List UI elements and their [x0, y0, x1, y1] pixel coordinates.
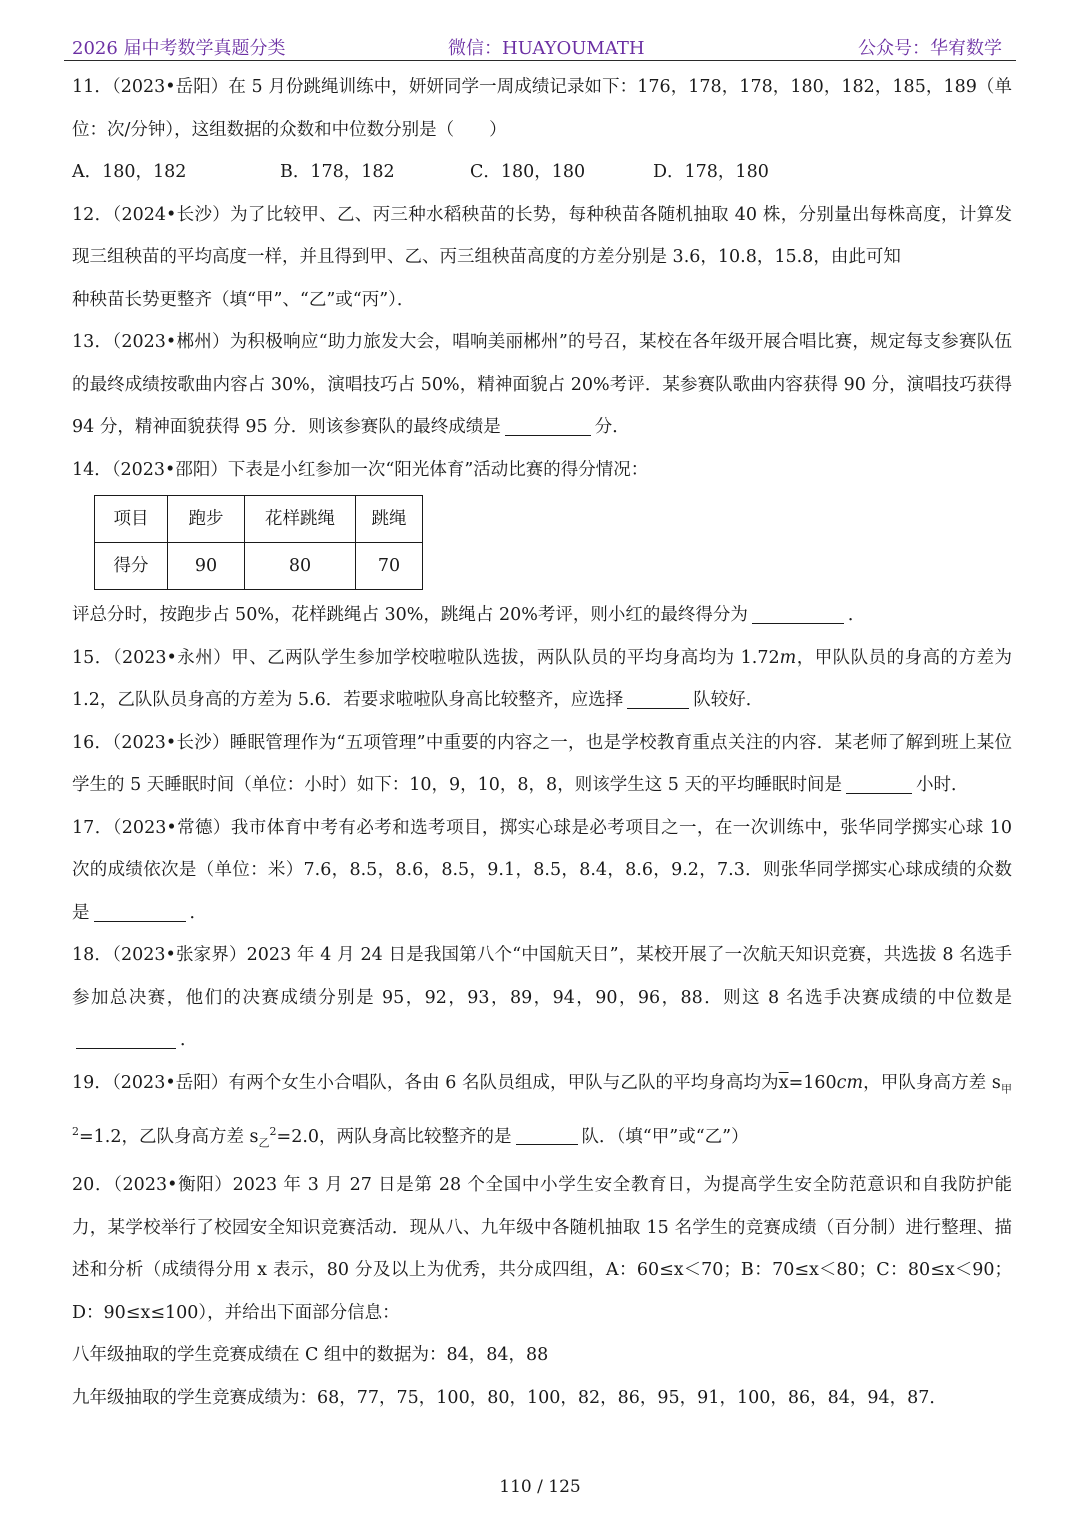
table-row	[95, 543, 423, 590]
question-11-options	[72, 151, 1012, 194]
answer-blank	[76, 1026, 176, 1049]
question-20-grade9: 九年级抽取的学生竞赛成绩为：68，77，75，100，80，100，82，86，95，91，100，86，84，94，87．	[72, 1387, 947, 1408]
table-cell: 得分	[95, 543, 168, 590]
question-20: 20．（2023•衡阳）2023 年 3 月 27 日是第 28 个全国中小学生安全教育日，为提高学生安全防范意识和自我防护能力，某学校举行了校园安全知识竞赛活动．现从八、九年级中各随机抽取 15 名学生的竞赛成绩（百分制）进行整理、描述和分析（成绩得分用 x 表示，80 分及以上为优秀，共分成四组，A：60≤x＜70；B：70≤x＜80；C：80≤x＜90；D：90≤x≤100），并给出下面部分信息：	[72, 1175, 1012, 1323]
question-12: 12．（2024•长沙）为了比较甲、乙、丙三种水稻秧苗的长势，每种秧苗各随机抽取 40 株，分别量出每株高度，计算发现三组秧苗的平均高度一样，并且得到甲、乙、丙三组秧苗高度的方差分别是 3.6，10.8，15.8，由此可知 种秧苗长势更整齐（填“甲”、“乙”或“丙”）．	[72, 204, 1012, 310]
question-14-continued: 评总分时，按跑步占 50%，花样跳绳占 30%，跳绳占 20%考评，则小红的最终得分为 ．	[72, 594, 1012, 637]
question-20-grade8: 八年级抽取的学生竞赛成绩在 C 组中的数据为：84，84，88	[72, 1345, 549, 1366]
answer-blank	[94, 899, 186, 922]
answer-blank	[752, 601, 844, 624]
option-d: D．178，180	[653, 162, 769, 182]
option-c: C．180，180	[470, 162, 586, 182]
question-15: 15．（2023•永州）甲、乙两队学生参加学校啦啦队选拔，两队队员的平均身高均为 1.72m，甲队队员的身高的方差为 1.2，乙队队员身高的方差为 5.6．若要求啦啦队身高比较整齐，应选择 队较好．	[72, 647, 1012, 710]
table-cell: 项目	[95, 496, 168, 543]
header-divider	[64, 60, 1016, 61]
answer-blank	[516, 1122, 578, 1145]
table-cell: 80	[245, 543, 356, 590]
option-b: B．178，182	[280, 162, 395, 182]
answer-blank	[627, 686, 689, 709]
score-table	[94, 495, 423, 590]
answer-blank	[505, 413, 591, 436]
question-13: 13．（2023•郴州）为积极响应“助力旅发大会，唱响美丽郴州”的号召，某校在各年级开展合唱比赛，规定每支参赛队伍的最终成绩按歌曲内容占 30%，演唱技巧占 50%，精神面貌占 20%考评．某参赛队歌曲内容获得 90 分，演唱技巧获得 94 分，精神面貌获得 95 分．则该参赛队的最终成绩是 分．	[72, 332, 1012, 437]
answer-blank	[846, 771, 912, 794]
question-18: 18．（2023•张家界）2023 年 4 月 24 日是我国第八个“中国航天日”，某校开展了一次航天知识竞赛，共选拔 8 名选手参加总决赛，他们的决赛成绩分别是 95，92，93，89，94，90，96，88．则这 8 名选手决赛成绩的中位数是．	[72, 945, 1012, 1050]
question-14: 14．（2023•邵阳）下表是小红参加一次“阳光体育”活动比赛的得分情况：	[72, 459, 649, 480]
question-list	[72, 66, 1012, 1419]
table-cell: 花样跳绳	[245, 496, 356, 543]
table-cell: 跳绳	[356, 496, 423, 543]
question-16: 16．（2023•长沙）睡眠管理作为“五项管理”中重要的内容之一，也是学校教育重点关注的内容．某老师了解到班上某位学生的 5 天睡眠时间（单位：小时）如下：10，9，10，8，8，则该学生这 5 天的平均睡眠时间是 小时．	[72, 732, 1012, 795]
question-19: 19．（2023•岳阳）有两个女生小合唱队，各由 6 名队员组成，甲队与乙队的平均身高均为$\overline{x}=160cm$，甲队身高方差 $s_甲^2=1.2$，乙队身高方差 $s_乙^2=2.0$，两队身高比较整齐的是 队．（填“甲”或“乙”）	[72, 1072, 1013, 1149]
table-cell: 70	[356, 543, 423, 590]
question-11: 11．（2023•岳阳）在 5 月份跳绳训练中，妍妍同学一周成绩记录如下：176，178，178，180，182，185，189（单位：次/分钟），这组数据的众数和中位数分别是（ ）	[72, 77, 1012, 140]
table-cell: 跑步	[168, 496, 245, 543]
header-wechat: 微信：HUAYOUMATH	[448, 38, 645, 59]
page-number: 110 / 125	[499, 1477, 581, 1497]
table-cell: 90	[168, 543, 245, 590]
question-17: 17．（2023•常德）我市体育中考有必考和选考项目，掷实心球是必考项目之一，在一次训练中，张华同学掷实心球 10 次的成绩依次是（单位：米）7.6，8.5，8.6，8.5，9.1，8.5，8.4，8.6，9.2，7.3．则张华同学掷实心球成绩的众数是 ．	[72, 817, 1012, 923]
header-title: 2026 届中考数学真题分类	[72, 38, 286, 59]
header-account: 公众号：华宥数学	[858, 38, 1002, 59]
table-row	[95, 496, 423, 543]
option-a: A．180，182	[72, 162, 187, 182]
page-header	[64, 32, 1016, 62]
